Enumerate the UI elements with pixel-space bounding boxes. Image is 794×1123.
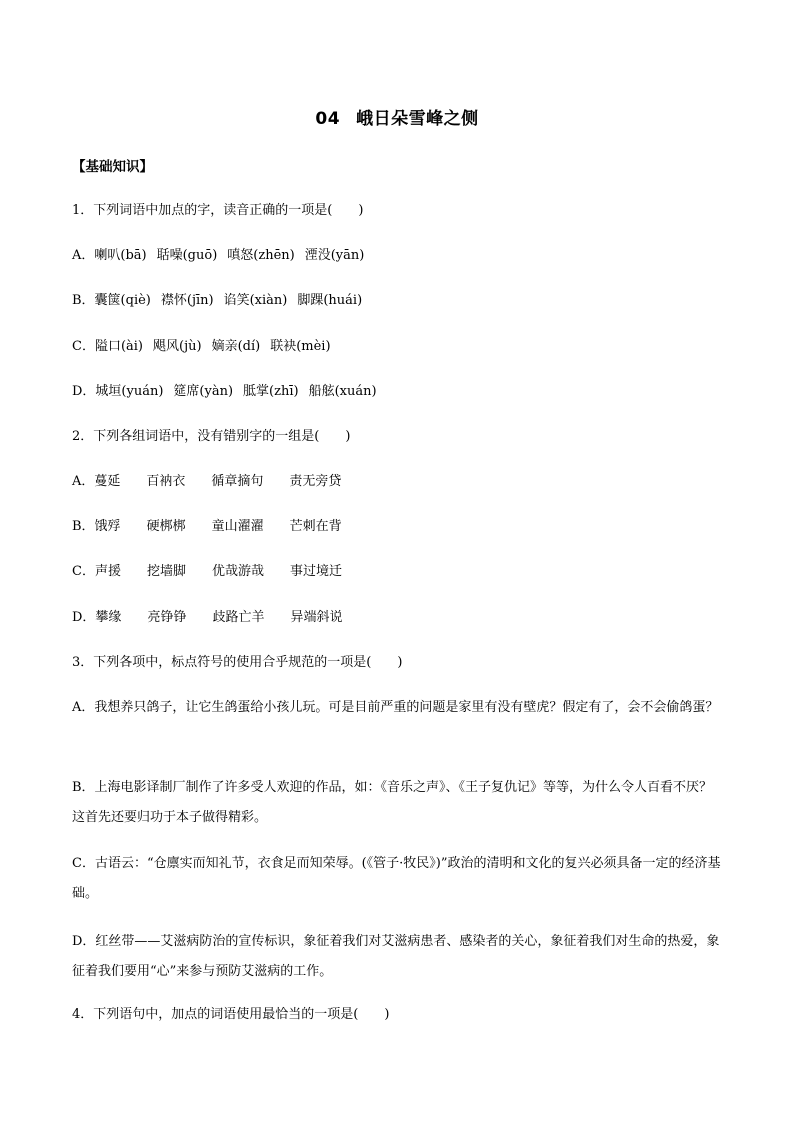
q1-option-c [72, 337, 732, 357]
q1-d-2: 筵席(yàn) [173, 384, 234, 399]
q1-option-d [72, 382, 732, 402]
q2-b-3: 童山濯濯 [211, 519, 264, 534]
q2-d-3: 歧路亡羊 [212, 610, 265, 625]
q1-a-4: 湮没(yān) [304, 248, 365, 263]
q3-stem: 3．下列各项中，标点符号的使用合乎规范的一项是( ) [72, 655, 403, 670]
q2-a-4: 责无旁贷 [289, 474, 342, 489]
q2-option-c [72, 562, 732, 582]
q2-d-1: D．攀缘 [72, 610, 122, 625]
q1-c-1: C．隘口(ài) [72, 339, 143, 354]
q2-a-2: 百衲衣 [146, 474, 186, 489]
title-number: 04 [315, 109, 341, 129]
q2-d-2: 亮铮铮 [147, 610, 187, 625]
q1-d-1: D．城垣(yuán) [72, 384, 164, 399]
q3-option-d: D．红丝带——艾滋病防治的宣传标识，象征着我们对艾滋病患者、感染者的关心，象征着我们对生命的热爱，象征着我们要用“心”来参与预防艾滋病的工作。 [72, 934, 720, 979]
q3-option-b: B．上海电影译制厂制作了许多受人欢迎的作品，如：《音乐之声》、《王子复仇记》等等，为什么令人百看不厌？这首先还要归功于本子做得精彩。 [72, 780, 713, 825]
q2-option-a [72, 472, 732, 492]
q2-option-b [72, 517, 732, 537]
q1-c-2: 飓风(jù) [153, 339, 202, 354]
q2-option-d [72, 608, 732, 628]
q2-a-1: A．蔓延 [72, 474, 121, 489]
q2-d-4: 异端斜说 [290, 610, 343, 625]
q1-option-a [72, 246, 732, 266]
q1-d-3: 胝掌(zhī) [243, 384, 299, 399]
q1-a-2: 聒噪(guō) [156, 248, 218, 263]
q1-a-3: 嗔怒(zhēn) [227, 248, 295, 263]
q2-c-1: C．声援 [72, 564, 121, 579]
q1-b-2: 襟怀(jīn) [160, 293, 214, 308]
section-heading: 【基础知识】 [72, 159, 153, 175]
q2-c-2: 挖墙脚 [146, 564, 186, 579]
q1-d-4: 船舷(xuán) [308, 384, 377, 399]
q1-c-3: 嫡亲(dí) [211, 339, 261, 354]
q1-c-4: 联袂(mèi) [270, 339, 331, 354]
q3-option-c: C．古语云：“仓廪实而知礼节，衣食足而知荣辱。(《管子·牧民》)”政治的清明和文化的复兴必须具备一定的经济基础。 [72, 856, 721, 901]
q3-option-a: A．我想养只鸽子，让它生鸽蛋给小孩儿玩。可是目前严重的问题是家里有没有壁虎？假定有了，会不会偷鸽蛋？ [72, 700, 719, 715]
q1-b-1: B．囊箧(qiè) [72, 293, 151, 308]
q1-b-3: 谄笑(xiàn) [223, 293, 288, 308]
q2-b-1: B．饿殍 [72, 519, 121, 534]
page-title [0, 104, 794, 129]
q1-option-b [72, 291, 732, 311]
q2-stem: 2．下列各组词语中，没有错别字的一组是( ) [72, 429, 351, 444]
q2-b-2: 硬梆梆 [146, 519, 186, 534]
q1-stem: 1．下列词语中加点的字，读音正确的一项是( ) [72, 203, 364, 218]
q1-b-4: 脚踝(huái) [297, 293, 363, 308]
title-text: 峨日朵雪峰之侧 [356, 109, 479, 129]
q2-c-4: 事过境迁 [289, 564, 342, 579]
q2-a-3: 循章摘句 [211, 474, 264, 489]
q4-stem: 4．下列语句中，加点的词语使用最恰当的一项是( ) [72, 1007, 390, 1022]
q2-b-4: 芒刺在背 [289, 519, 342, 534]
q1-a-1: A．喇叭(bā) [72, 248, 147, 263]
q2-c-3: 优哉游哉 [211, 564, 264, 579]
